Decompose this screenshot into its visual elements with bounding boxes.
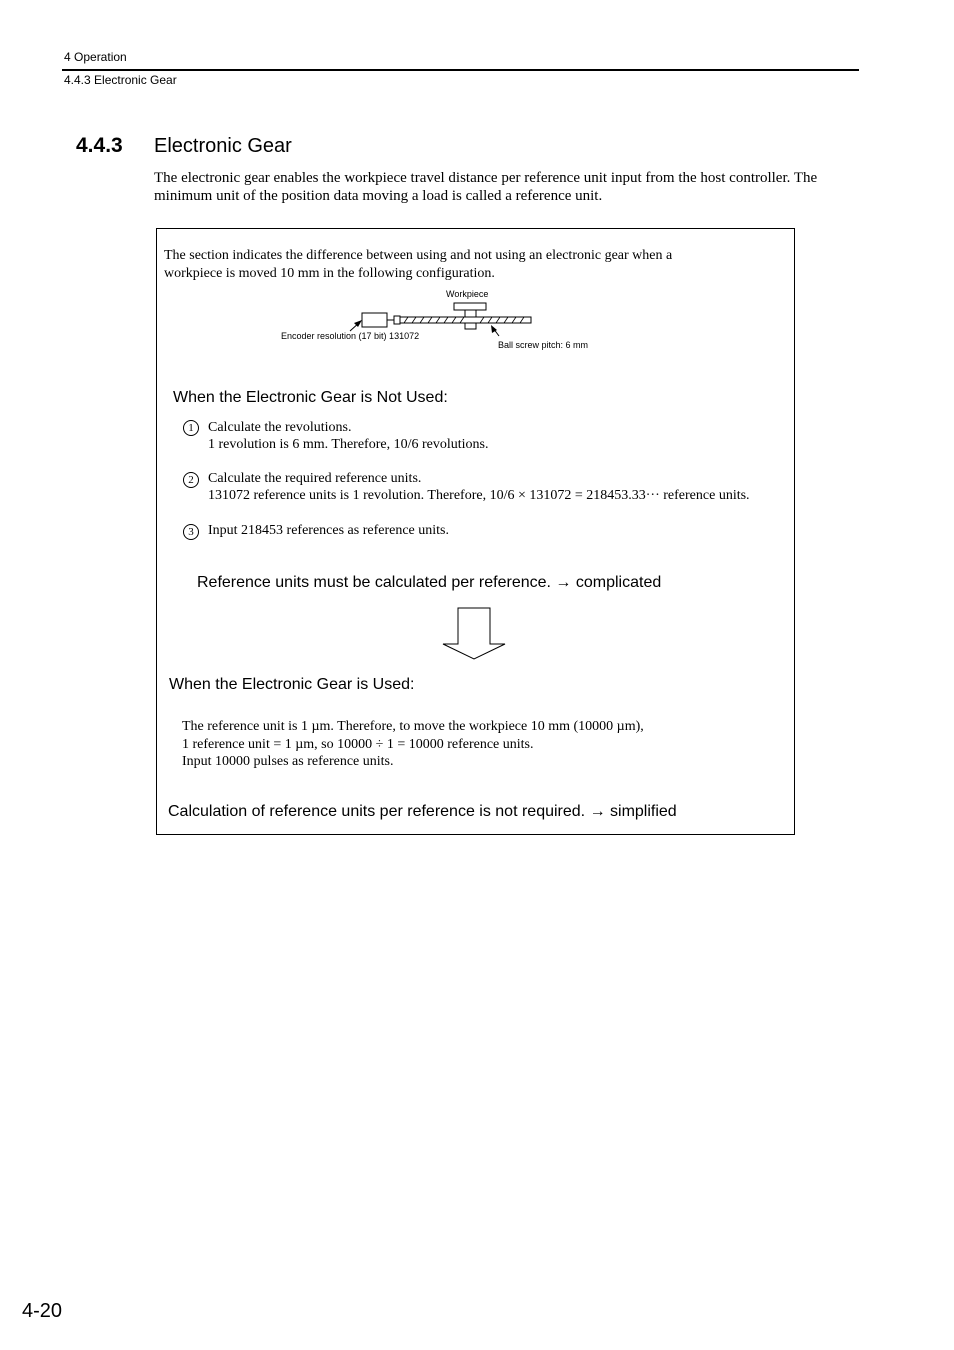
configuration-diagram	[270, 283, 610, 353]
workpiece-label: Workpiece	[446, 289, 489, 299]
used-line: 1 reference unit = 1 µm, so 10000 ÷ 1 = 10000 reference units.	[182, 736, 534, 752]
servomotor	[362, 313, 387, 327]
not-used-heading: When the Electronic Gear is Not Used:	[173, 389, 448, 406]
workpiece-table	[454, 303, 486, 310]
section-title: Electronic Gear	[154, 135, 292, 157]
used-summary: Calculation of reference units per reference is not required. → simplified	[168, 803, 677, 820]
encoder-label: Encoder resolution (17 bit) 131072	[281, 331, 420, 341]
ballscrew-label: Ball screw pitch: 6 mm	[498, 340, 589, 350]
used-explanation	[182, 718, 644, 771]
coupling	[394, 316, 400, 324]
section-intro: The electronic gear enables the workpiece travel distance per reference unit input from the host controller. The minimum unit of the position data moving a load is called a reference unit.	[154, 170, 818, 204]
down-arrow-icon	[440, 607, 508, 661]
used-heading: When the Electronic Gear is Used:	[169, 676, 415, 693]
step-line: 131072 reference units is 1 revolution. Therefore, 10/6 × 131072 = 218453.33··· reference units.	[208, 488, 750, 503]
not-used-summary: Reference units must be calculated per reference. → complicated	[197, 574, 662, 591]
step-line: Input 218453 references as reference units.	[208, 523, 450, 538]
box-intro	[164, 247, 724, 283]
step-line: 1 revolution is 6 mm. Therefore, 10/6 revolutions.	[208, 437, 489, 452]
step-item	[208, 470, 750, 504]
step-item	[208, 419, 488, 453]
used-line: The reference unit is 1 µm. Therefore, to move the workpiece 10 mm (10000 µm),	[182, 719, 644, 734]
step-number-circle: 3	[183, 524, 199, 540]
header-rule	[62, 69, 859, 71]
ball-screw	[400, 317, 531, 323]
header-chapter: 4 Operation	[64, 50, 127, 64]
step-line: Calculate the required reference units.	[208, 471, 422, 486]
header-section: 4.4.3 Electronic Gear	[64, 73, 177, 87]
page-number: 4-20	[22, 1300, 63, 1322]
section-number: 4.4.3	[76, 134, 123, 157]
step-number-circle: 2	[183, 472, 199, 488]
used-line: Input 10000 pulses as reference units.	[182, 754, 394, 769]
step-line: Calculate the revolutions.	[208, 420, 352, 435]
step-item	[208, 522, 449, 539]
box-intro-line: The section indicates the difference between using and not using an electronic gear when a	[164, 248, 673, 263]
box-intro-line: workpiece is moved 10 mm in the following configuration.	[164, 266, 495, 281]
step-number-circle: 1	[183, 420, 199, 436]
